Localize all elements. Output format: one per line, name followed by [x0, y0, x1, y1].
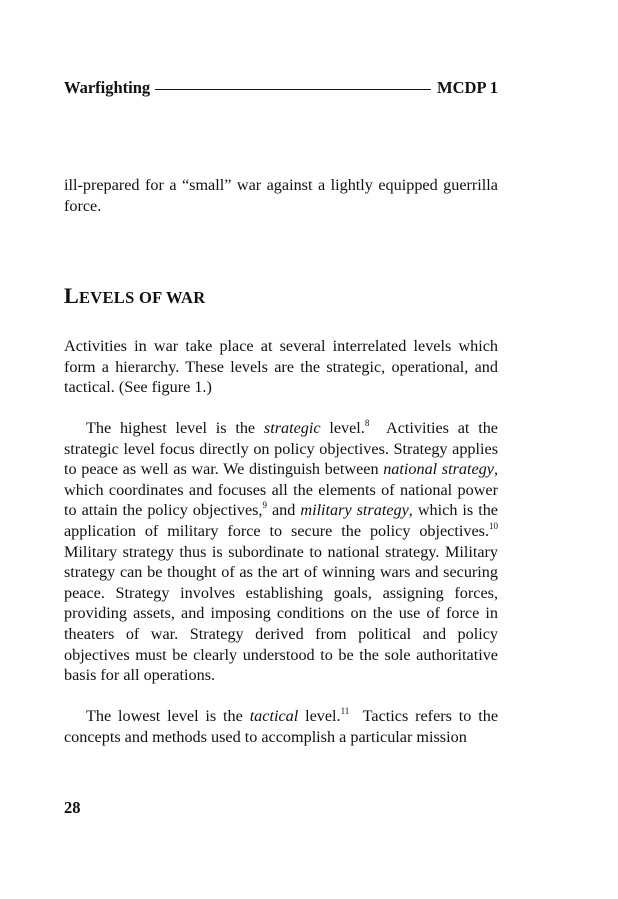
emphasis-military-strategy: military strategy	[300, 501, 409, 520]
emphasis-strategic: strategic	[263, 419, 321, 437]
footnote-marker: 8	[364, 417, 370, 428]
text-span: The lowest level is the	[86, 707, 250, 725]
section-heading	[64, 283, 205, 309]
text-span: level.	[320, 419, 365, 437]
emphasis-national-strategy: national strategy	[383, 460, 494, 479]
text-span: and	[266, 501, 301, 520]
heading-initial: L	[64, 283, 79, 308]
strategic-level-paragraph	[64, 418, 498, 686]
text-span: Tactics refers to the concepts and methods used to accomplish a particular mission	[64, 707, 498, 746]
text-span: Activities at the strategic level focus directly on policy objectives. Strategy applies to peace as well as war. We distinguish between	[64, 419, 498, 479]
header-rule	[155, 89, 431, 90]
footnote-marker: 11	[340, 705, 350, 716]
heading-rest: EVELS OF WAR	[78, 288, 206, 307]
carryover-paragraph: ill-prepared for a “small” war against a lightly equipped guerrilla force.	[64, 176, 498, 215]
text-span: , which coordinates and focuses all the elements of national power to attain the policy objectives,	[64, 460, 498, 520]
header-publication-number: MCDP 1	[437, 78, 498, 97]
text-span: Military strategy thus is subordinate to national strategy. Military strategy can be thought of as the art of winning wars and securing peace. Strategy involves establishing goals, assigning forces, providing assets, and imposing conditions on the use of force in theaters of war. Strategy derived from political and policy objectives must be clearly understood to be the sole authoritative basis for all operations.	[64, 542, 498, 685]
text-span: , which is the application of military force to secure the policy objectives.	[64, 501, 498, 540]
emphasis-tactical: tactical	[249, 707, 299, 725]
page-number: 28	[64, 798, 81, 817]
header-title: Warfighting	[64, 78, 151, 97]
intro-paragraph: Activities in war take place at several interrelated levels which form a hierarchy. These levels are the strategic, operational, and tactical. (See figure 1.)	[64, 337, 498, 397]
footnote-marker: 10	[489, 520, 498, 531]
tactical-level-paragraph	[64, 706, 498, 747]
text-span: level.	[298, 707, 341, 725]
text-span: The highest level is the	[86, 419, 264, 437]
running-header	[64, 78, 498, 98]
footnote-marker: 9	[262, 499, 267, 510]
